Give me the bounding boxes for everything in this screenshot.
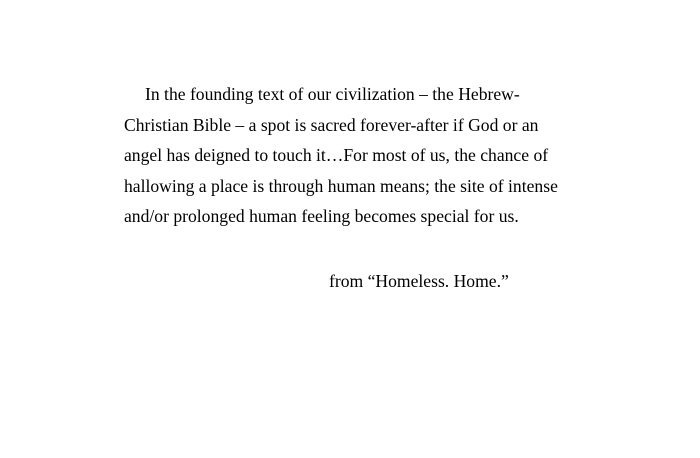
quote-line: hallowing a place is through human means; the site of intense xyxy=(124,175,558,196)
quote-line: In the founding text of our civilization – the Hebrew- xyxy=(145,84,520,104)
quote-attribution: from “Homeless. Home.” xyxy=(329,271,509,291)
quote-line: Christian Bible – a spot is sacred forever-after if God or an xyxy=(124,114,539,135)
quote-line: and/or prolonged human feeling becomes special for us. xyxy=(124,206,519,226)
quote-paragraph xyxy=(124,79,594,232)
quote-line: angel has deigned to touch it…For most of us, the chance of xyxy=(124,145,549,165)
